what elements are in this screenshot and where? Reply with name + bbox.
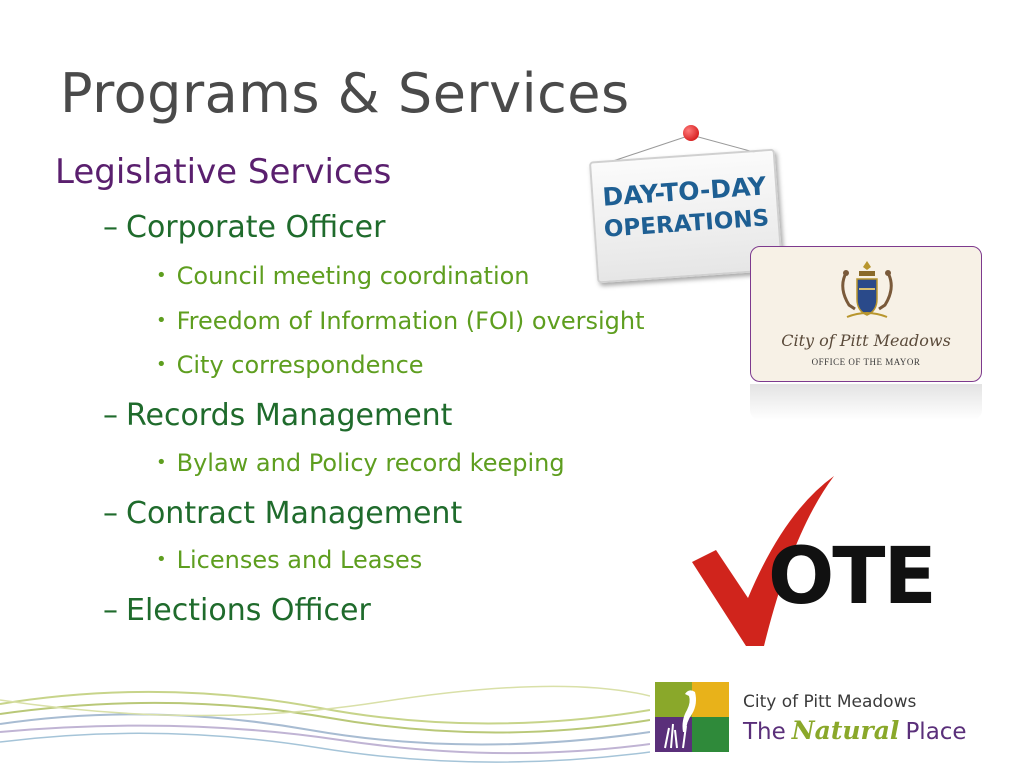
list-item-label: Corporate Officer xyxy=(126,210,386,245)
vote-text: OTE xyxy=(768,532,935,622)
dash: – xyxy=(103,398,118,433)
mayor-card-city: City of Pitt Meadows xyxy=(781,331,951,350)
dash: – xyxy=(103,593,118,628)
bullet: • xyxy=(156,310,167,331)
sub-item-label: Bylaw and Policy record keeping xyxy=(176,449,565,477)
bullet: • xyxy=(156,354,167,375)
sub-item xyxy=(156,351,424,379)
list-item-corporate-officer xyxy=(103,210,385,245)
list-item-records-management xyxy=(103,398,452,433)
sub-item xyxy=(156,262,530,290)
sign-line-2: OPERATIONS xyxy=(603,205,770,243)
list-item-label: Records Management xyxy=(126,398,453,433)
vote-image xyxy=(688,470,958,650)
decorative-waves xyxy=(0,660,650,768)
sub-item-label: City correspondence xyxy=(176,351,424,379)
list-item-label: Contract Management xyxy=(126,496,463,531)
sub-item xyxy=(156,546,422,574)
dash: – xyxy=(103,210,118,245)
logo-tagline xyxy=(743,716,967,745)
sub-item xyxy=(156,449,565,477)
list-item-elections-officer xyxy=(103,593,371,628)
city-logo-icon xyxy=(655,682,729,752)
bullet: • xyxy=(156,549,167,570)
mayor-card-reflection xyxy=(750,384,982,420)
mayor-card-office: OFFICE OF THE MAYOR xyxy=(811,357,921,367)
logo-tag-the: The xyxy=(743,719,786,745)
dash: – xyxy=(103,496,118,531)
bullet: • xyxy=(156,452,167,473)
logo-tag-natural: Natural xyxy=(791,716,900,745)
list-item-label: Elections Officer xyxy=(126,593,371,628)
sub-item xyxy=(156,307,644,335)
pushpin-icon xyxy=(683,125,699,141)
section-heading: Legislative Services xyxy=(55,152,392,192)
sign-line-1: DAY-TO-DAY xyxy=(601,171,767,212)
mayor-card-image xyxy=(750,246,982,382)
logo-tag-place: Place xyxy=(905,719,967,745)
list-item-contract-management xyxy=(103,496,462,531)
sub-item-label: Licenses and Leases xyxy=(176,546,423,574)
logo-city-name: City of Pitt Meadows xyxy=(743,692,917,712)
sub-item-label: Council meeting coordination xyxy=(176,262,530,290)
coat-of-arms-icon xyxy=(837,255,897,329)
bullet: • xyxy=(156,265,167,286)
sub-item-label: Freedom of Information (FOI) oversight xyxy=(176,307,645,335)
slide-title: Programs & Services xyxy=(60,62,630,125)
